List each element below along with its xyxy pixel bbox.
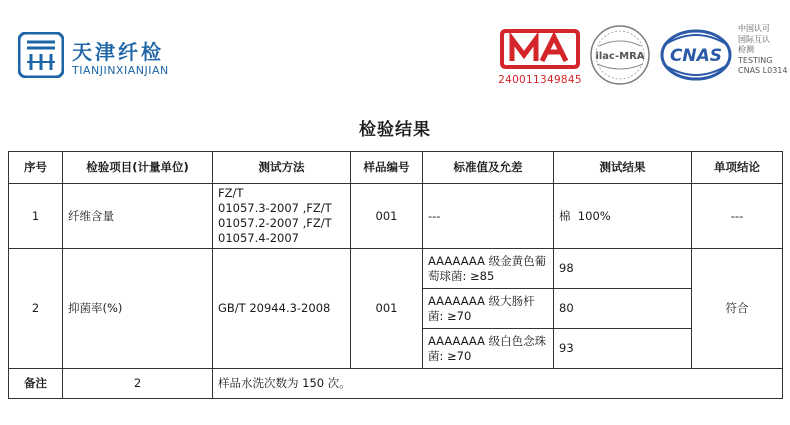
cma-code: 240011349845	[498, 74, 582, 86]
standard-value: ---	[423, 184, 554, 249]
column-header: 检验项目(计量单位)	[63, 152, 213, 184]
tianjin-logo-icon	[18, 32, 64, 78]
org-name: 天津纤检	[72, 40, 164, 64]
cnas-logo-icon	[658, 26, 734, 84]
column-header: 样品编号	[351, 152, 423, 184]
column-header: 单项结论	[692, 152, 783, 184]
method-line: FZ/T	[218, 186, 244, 200]
standard-value: AAAAAAA 级白色念珠菌: ≥70	[423, 329, 554, 369]
cma-mark-icon	[498, 27, 582, 71]
method-line: 01057.3-2007 ,FZ/T	[218, 201, 332, 215]
test-item: 抑菌率(%)	[63, 249, 213, 369]
test-method: GB/T 20944.3-2008	[213, 249, 351, 369]
table-row	[9, 249, 783, 289]
results-table	[8, 151, 783, 399]
column-header: 标准值及允差	[423, 152, 554, 184]
standard-value: AAAAAAA 级金黄色葡萄球菌: ≥85	[423, 249, 554, 289]
method-line: 01057.4-2007	[218, 231, 299, 245]
report-header	[0, 0, 790, 110]
test-method	[213, 184, 351, 249]
svg-text:CNAS: CNAS	[669, 46, 723, 66]
cnas-text-line: 检测	[738, 45, 754, 54]
column-header: 测试结果	[554, 152, 692, 184]
conclusion: ---	[692, 184, 783, 249]
standard-value: AAAAAAA 级大肠杆菌: ≥70	[423, 289, 554, 329]
column-header: 序号	[9, 152, 63, 184]
note-label: 备注	[9, 369, 63, 399]
org-name-latin: TIANJINXIANJIAN	[72, 64, 169, 77]
cnas-text-line: 国际互认	[738, 34, 770, 44]
test-result: 93	[554, 329, 692, 369]
row-number: 1	[9, 184, 63, 249]
sample-number: 001	[351, 184, 423, 249]
cnas-text-line: 中国认可	[738, 24, 770, 33]
ilac-mra-icon	[589, 24, 651, 86]
row-number: 2	[9, 249, 63, 369]
svg-text:ilac-MRA: ilac-MRA	[595, 51, 645, 62]
test-result: 80	[554, 289, 692, 329]
note-text: 样品水洗次数为 150 次。	[213, 369, 783, 399]
column-header: 测试方法	[213, 152, 351, 184]
org-logo	[18, 30, 218, 86]
table-header-row	[9, 152, 783, 184]
method-line: 01057.2-2007 ,FZ/T	[218, 216, 332, 230]
conclusion: 符合	[692, 249, 783, 369]
test-item: 纤维含量	[63, 184, 213, 249]
note-row	[9, 369, 783, 399]
page-title: 检验结果	[359, 120, 431, 140]
cnas-text-line: TESTING	[738, 55, 773, 65]
note-value: 2	[63, 369, 213, 399]
cnas-text-line: CNAS L0314	[738, 66, 788, 75]
sample-number: 001	[351, 249, 423, 369]
cnas-accreditation-text	[738, 24, 790, 77]
test-result: 棉 100%	[554, 184, 692, 249]
test-result: 98	[554, 249, 692, 289]
cma-seal	[492, 27, 588, 89]
table-row	[9, 184, 783, 249]
